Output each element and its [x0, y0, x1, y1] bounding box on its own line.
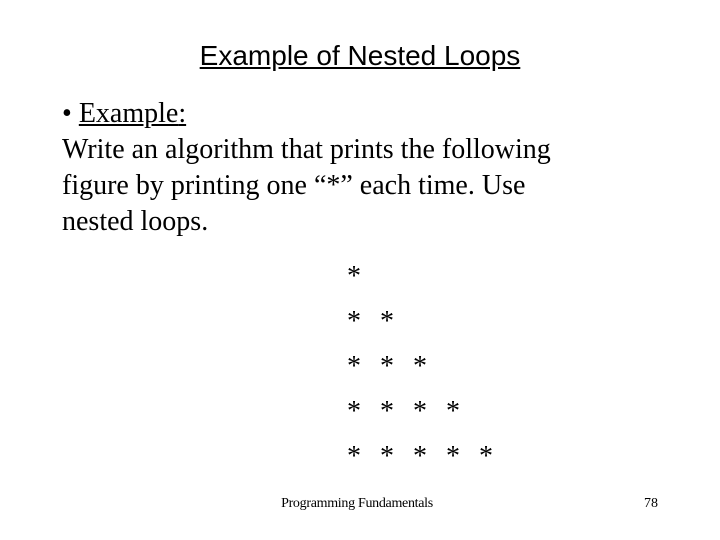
star-pattern	[347, 258, 499, 483]
description-line: Write an algorithm that prints the following	[62, 134, 551, 165]
description-line: figure by printing one “*” each time. Use	[62, 170, 526, 201]
pattern-row: * * * *	[347, 396, 466, 427]
bullet-term-text: Example	[78, 98, 179, 129]
bullet-term-colon: :	[178, 98, 187, 129]
description-line: nested loops.	[62, 206, 209, 237]
bullet-line	[62, 96, 682, 132]
footer-course: Programming Fundamentals	[281, 496, 433, 511]
slide-title: Example of Nested Loops	[199, 40, 521, 71]
pattern-row: * * * * *	[347, 441, 499, 472]
footer-page-number: 78	[644, 496, 658, 511]
slide-body	[62, 96, 682, 240]
pattern-row: * * *	[347, 351, 433, 382]
pattern-row: *	[347, 261, 367, 292]
bullet-term	[79, 98, 186, 129]
bullet-marker: •	[62, 98, 79, 129]
pattern-row: * *	[347, 306, 400, 337]
